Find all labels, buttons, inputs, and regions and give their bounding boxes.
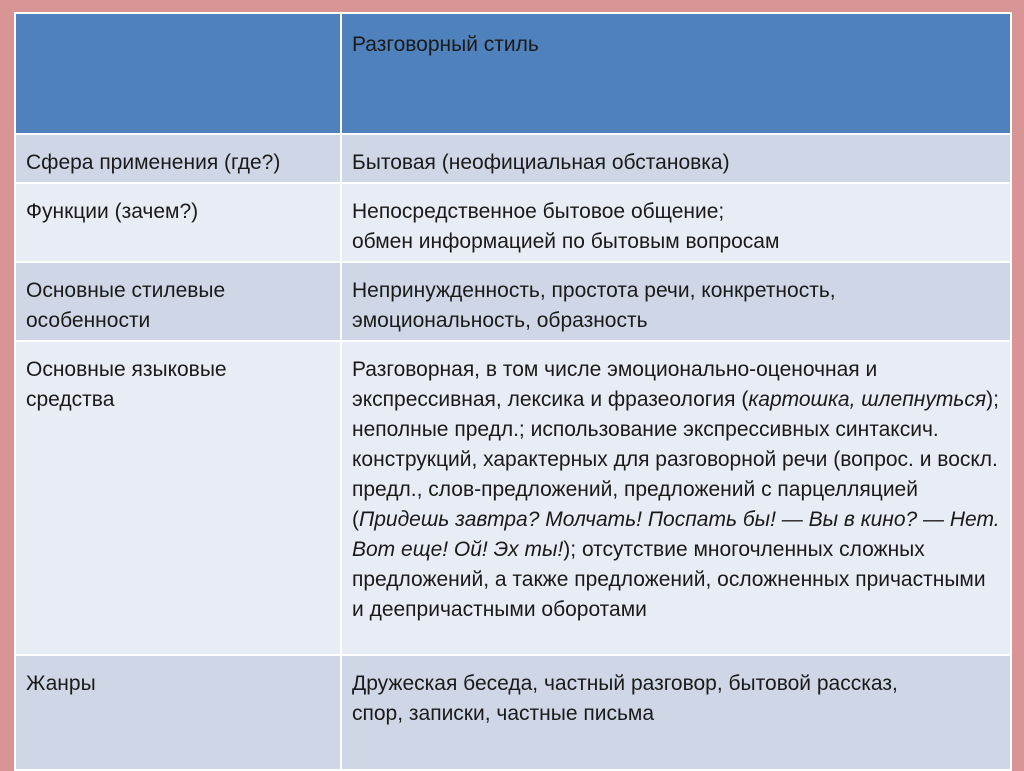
row-value-style-features (341, 262, 1011, 341)
value-text: Разговорная, в том числе эмоционально-оценочная и экспрессивная, лексика и фразеология ( (352, 358, 878, 411)
row-label-functions: Функции (зачем?) (15, 183, 341, 262)
label-line: особенности (26, 309, 151, 332)
header-cell-empty (15, 13, 341, 134)
label-line: средства (26, 388, 115, 411)
value-example-italic: Придешь завтра? Молчать! Поспать бы! — Вы в кино? — Нет. Вот еще! Ой! Эх ты! (352, 508, 1000, 561)
value-line: спор, записки, частные письма (352, 702, 654, 725)
style-comparison-table (14, 12, 1012, 771)
value-line: Непринужденность, простота речи, конкретность, (352, 279, 836, 302)
value-line: обмен информацией по бытовым вопросам (352, 230, 780, 253)
table-row (15, 134, 1011, 183)
table-header-row (15, 13, 1011, 134)
label-line: Основные языковые (26, 358, 227, 381)
header-title: Разговорный стиль (341, 13, 1011, 134)
table-row (15, 341, 1011, 655)
table-row (15, 262, 1011, 341)
value-line: эмоциональность, образность (352, 309, 648, 332)
row-label-genres: Жанры (15, 655, 341, 770)
table-row (15, 655, 1011, 770)
slide-frame (14, 12, 1010, 745)
value-line: Бытовая (неофициальная обстановка) (352, 151, 730, 174)
row-value-language-means (341, 341, 1011, 655)
value-text: ); неполные предл.; использование экспрессивных синтаксич. конструкций, характерных для разговорной речи (вопрос. и воскл. предл., слов-предложений, предложений с парцелляцией ( (352, 388, 999, 531)
row-label-sphere: Сфера применения (где?) (15, 134, 341, 183)
row-value-genres (341, 655, 1011, 770)
table-row (15, 183, 1011, 262)
row-value-sphere (341, 134, 1011, 183)
value-text: ); отсутствие многочленных сложных предложений, а также предложений, осложненных причастными и деепричастными оборотами (352, 538, 986, 621)
row-label-style-features (15, 262, 341, 341)
row-label-language-means (15, 341, 341, 655)
value-line: Дружеская беседа, частный разговор, бытовой рассказ, (352, 672, 898, 695)
label-line: Основные стилевые (26, 279, 226, 302)
value-example-italic: картошка, шлепнуться (748, 388, 987, 411)
row-value-functions (341, 183, 1011, 262)
value-line: Непосредственное бытовое общение; (352, 200, 725, 223)
